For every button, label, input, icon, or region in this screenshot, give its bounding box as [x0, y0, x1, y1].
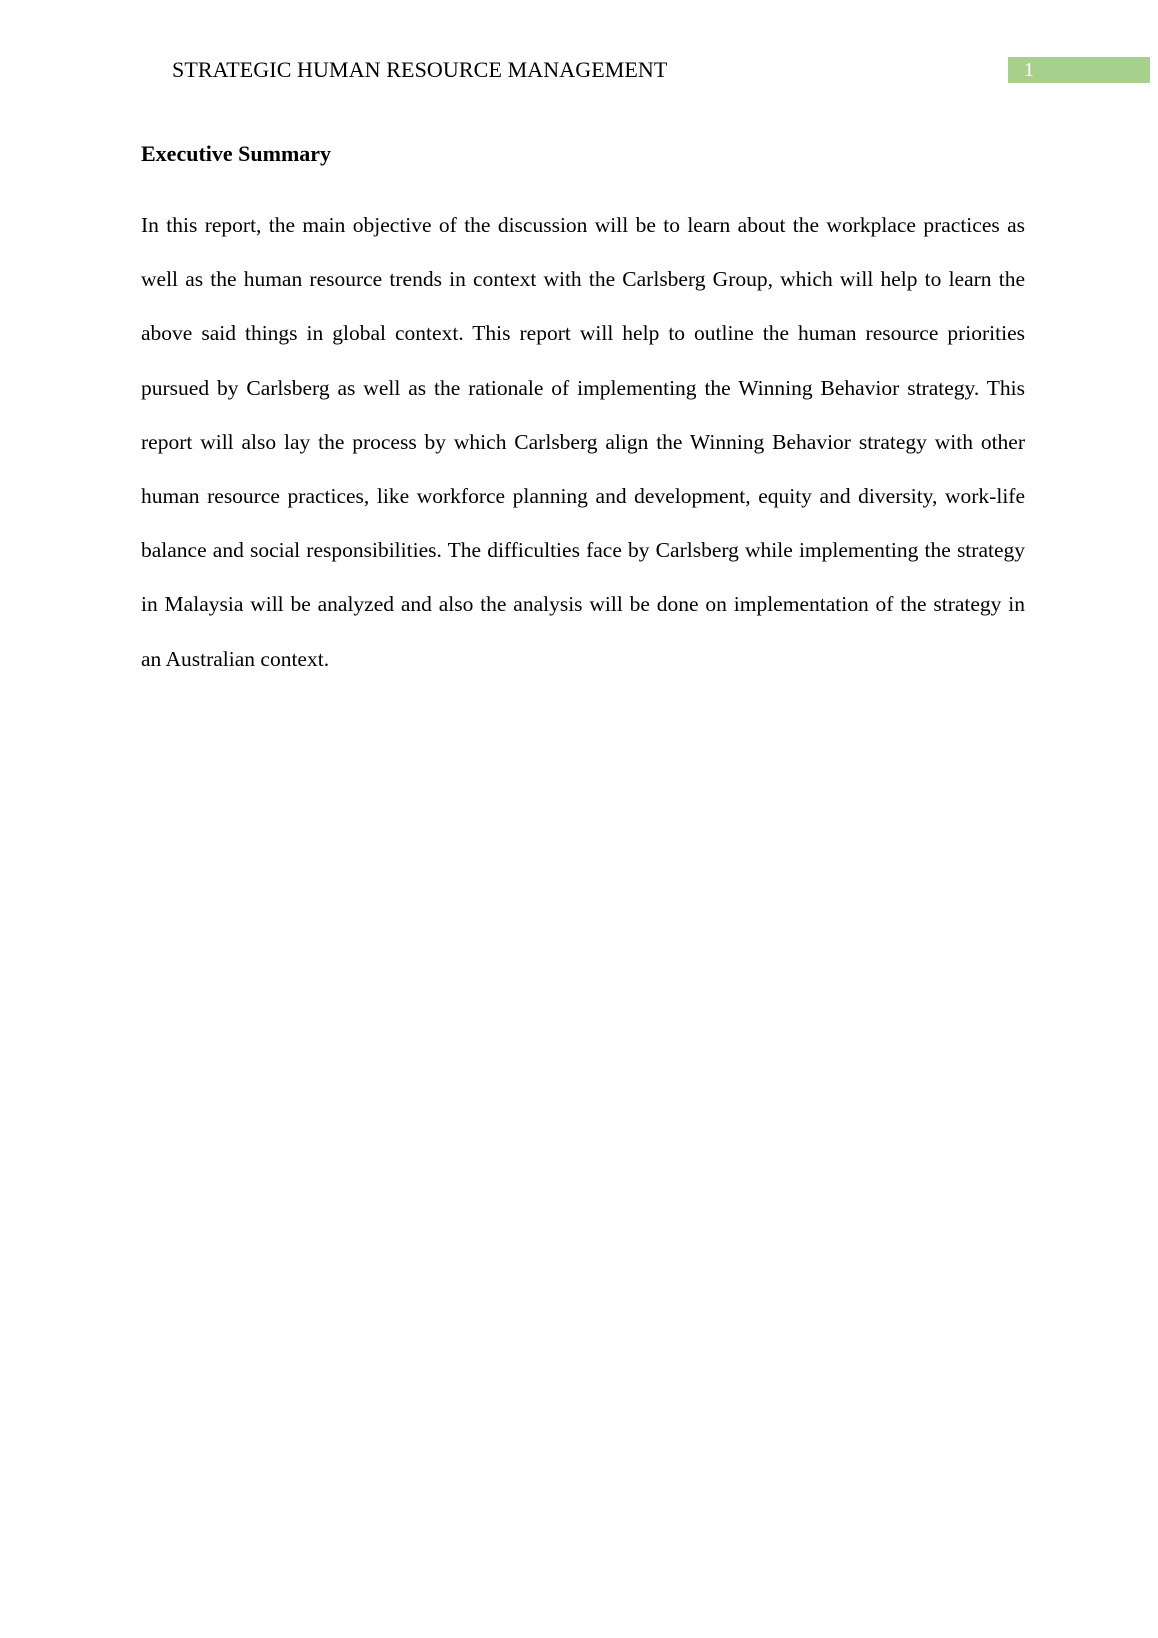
running-head-title: STRATEGIC HUMAN RESOURCE MANAGEMENT: [172, 57, 668, 82]
page-number-badge: 1: [1008, 57, 1150, 83]
body-paragraph: In this report, the main objective of the discussion will be to learn about the workplace practices as well as the human resource trends in context with the Carlsberg Group, which will help to learn the above said things in global context. This report will help to outline the human resource priorities pursued by Carlsberg as well as the rationale of implementing the Winning Behavior strategy. This report will also lay the process by which Carlsberg align the Winning Behavior strategy with other human resource practices, like workforce planning and development, equity and diversity, work-life balance and social responsibilities. The difficulties face by Carlsberg while implementing the strategy in Malaysia will be analyzed and also the analysis will be done on implementation of the strategy in an Australian context.: [141, 213, 1025, 671]
section-heading: Executive Summary: [141, 141, 332, 166]
